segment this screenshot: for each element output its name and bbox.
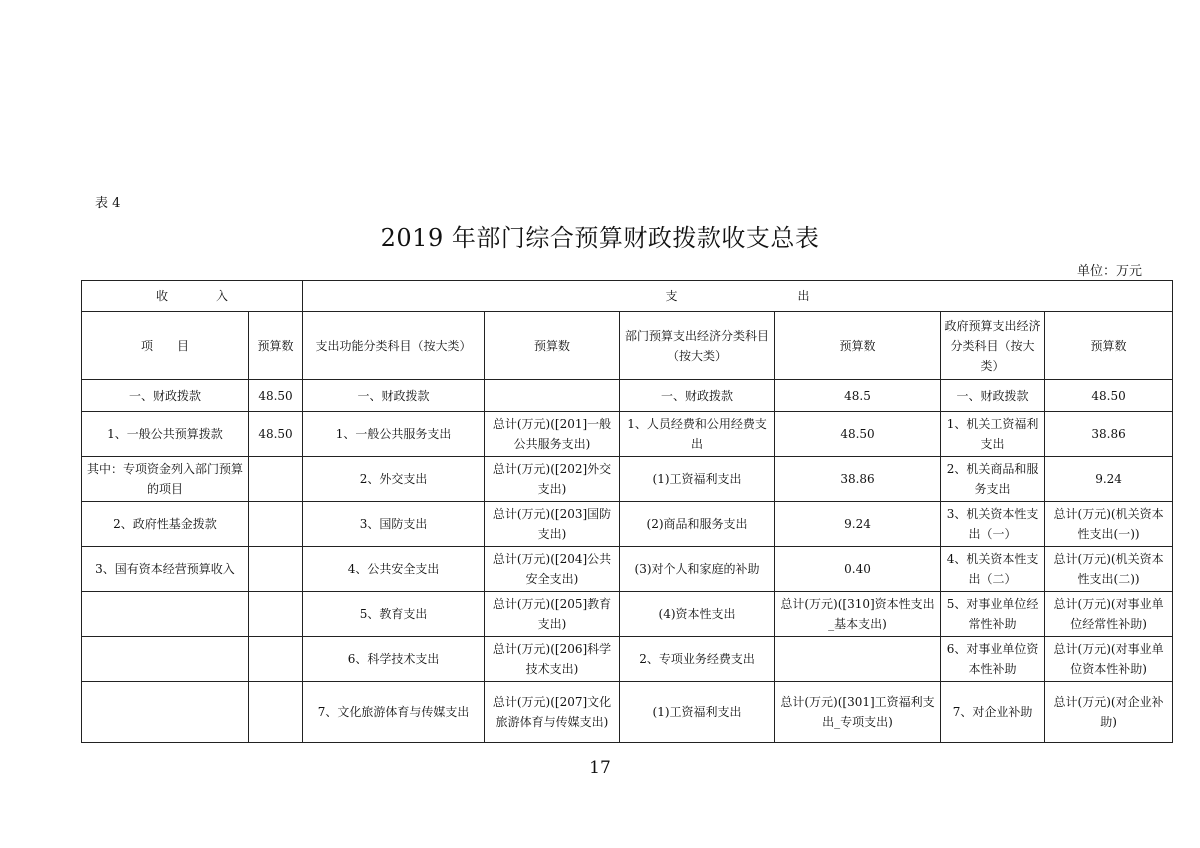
page-title: 2019 年部门综合预算财政拨款收支总表 — [380, 224, 820, 252]
table-row — [82, 457, 1173, 502]
cell-func-budget — [485, 380, 620, 412]
cell-dept-econ-budget: 48.50 — [775, 412, 941, 457]
cell-func-class: 5、教育支出 — [303, 592, 485, 637]
cell-income-budget: 48.50 — [249, 380, 303, 412]
cell-gov-econ-budget: 48.50 — [1045, 380, 1173, 412]
cell-gov-econ-budget: 38.86 — [1045, 412, 1173, 457]
cell-income-item: 一、财政拨款 — [82, 380, 249, 412]
cell-gov-econ-budget: 9.24 — [1045, 457, 1173, 502]
col-header-income-item: 项 目 — [82, 312, 249, 380]
cell-income-item: 1、一般公共预算拨款 — [82, 412, 249, 457]
cell-func-class: 2、外交支出 — [303, 457, 485, 502]
cell-gov-econ-budget: 总计(万元)(对事业单位资本性补助) — [1045, 637, 1173, 682]
cell-dept-econ-budget: 9.24 — [775, 502, 941, 547]
cell-gov-econ-class: 1、机关工资福利支出 — [941, 412, 1045, 457]
cell-dept-econ-budget: 48.5 — [775, 380, 941, 412]
cell-func-class: 6、科学技术支出 — [303, 637, 485, 682]
column-header-row — [82, 312, 1173, 380]
cell-income-item — [82, 637, 249, 682]
cell-gov-econ-class: 一、财政拨款 — [941, 380, 1045, 412]
cell-func-budget: 总计(万元)([204]公共安全支出) — [485, 547, 620, 592]
cell-gov-econ-class: 3、机关资本性支出（一） — [941, 502, 1045, 547]
table-row — [82, 502, 1173, 547]
page-number: 17 — [589, 758, 611, 778]
cell-income-budget — [249, 457, 303, 502]
cell-dept-econ-budget: 0.40 — [775, 547, 941, 592]
cell-func-budget: 总计(万元)([202]外交支出) — [485, 457, 620, 502]
cell-dept-econ-budget — [775, 637, 941, 682]
table-row — [82, 682, 1173, 743]
cell-dept-econ-class: (1)工资福利支出 — [620, 457, 775, 502]
section-header-row — [82, 281, 1173, 312]
col-header-func-budget: 预算数 — [485, 312, 620, 380]
cell-func-class: 3、国防支出 — [303, 502, 485, 547]
col-header-func-class: 支出功能分类科目（按大类） — [303, 312, 485, 380]
table-row — [82, 637, 1173, 682]
col-header-gov-econ-budget: 预算数 — [1045, 312, 1173, 380]
table-row — [82, 547, 1173, 592]
budget-table — [81, 280, 1173, 743]
cell-income-item: 2、政府性基金拨款 — [82, 502, 249, 547]
col-header-dept-econ-budget: 预算数 — [775, 312, 941, 380]
col-header-gov-econ-class: 政府预算支出经济分类科目（按大类） — [941, 312, 1045, 380]
cell-func-class: 1、一般公共服务支出 — [303, 412, 485, 457]
col-header-dept-econ-class: 部门预算支出经济分类科目（按大类） — [620, 312, 775, 380]
cell-gov-econ-budget: 总计(万元)(对事业单位经常性补助) — [1045, 592, 1173, 637]
cell-gov-econ-class: 2、机关商品和服务支出 — [941, 457, 1045, 502]
cell-dept-econ-budget: 总计(万元)([301]工资福利支出_专项支出) — [775, 682, 941, 743]
cell-dept-econ-budget: 总计(万元)([310]资本性支出_基本支出) — [775, 592, 941, 637]
cell-income-budget: 48.50 — [249, 412, 303, 457]
cell-gov-econ-budget: 总计(万元)(机关资本性支出(二)) — [1045, 547, 1173, 592]
cell-dept-econ-class: 一、财政拨款 — [620, 380, 775, 412]
table-row — [82, 380, 1173, 412]
cell-income-budget — [249, 502, 303, 547]
cell-func-budget: 总计(万元)([207]文化旅游体育与传媒支出) — [485, 682, 620, 743]
cell-dept-econ-class: (2)商品和服务支出 — [620, 502, 775, 547]
table-label: 表 4 — [95, 196, 121, 211]
cell-dept-econ-class: (4)资本性支出 — [620, 592, 775, 637]
cell-func-budget: 总计(万元)([203]国防支出) — [485, 502, 620, 547]
expense-section-header: 支 出 — [303, 281, 1173, 312]
cell-gov-econ-class: 5、对事业单位经常性补助 — [941, 592, 1045, 637]
cell-func-class: 7、文化旅游体育与传媒支出 — [303, 682, 485, 743]
cell-func-class: 4、公共安全支出 — [303, 547, 485, 592]
cell-dept-econ-class: (3)对个人和家庭的补助 — [620, 547, 775, 592]
cell-gov-econ-class: 4、机关资本性支出（二） — [941, 547, 1045, 592]
cell-gov-econ-class: 6、对事业单位资本性补助 — [941, 637, 1045, 682]
unit-label: 单位：万元 — [1076, 264, 1142, 279]
cell-dept-econ-class: 1、人员经费和公用经费支出 — [620, 412, 775, 457]
income-section-header: 收 入 — [82, 281, 303, 312]
cell-dept-econ-class: 2、专项业务经费支出 — [620, 637, 775, 682]
cell-income-budget — [249, 592, 303, 637]
cell-income-item: 其中：专项资金列入部门预算的项目 — [82, 457, 249, 502]
cell-func-class: 一、财政拨款 — [303, 380, 485, 412]
cell-dept-econ-class: (1)工资福利支出 — [620, 682, 775, 743]
cell-income-item — [82, 682, 249, 743]
cell-income-budget — [249, 637, 303, 682]
col-header-income-budget: 预算数 — [249, 312, 303, 380]
cell-gov-econ-budget: 总计(万元)(对企业补助) — [1045, 682, 1173, 743]
cell-dept-econ-budget: 38.86 — [775, 457, 941, 502]
cell-func-budget: 总计(万元)([205]教育支出) — [485, 592, 620, 637]
cell-income-item: 3、国有资本经营预算收入 — [82, 547, 249, 592]
cell-gov-econ-budget: 总计(万元)(机关资本性支出(一)) — [1045, 502, 1173, 547]
cell-income-item — [82, 592, 249, 637]
cell-func-budget: 总计(万元)([206]科学技术支出) — [485, 637, 620, 682]
cell-income-budget — [249, 682, 303, 743]
table-row — [82, 412, 1173, 457]
cell-func-budget: 总计(万元)([201]一般公共服务支出) — [485, 412, 620, 457]
cell-gov-econ-class: 7、对企业补助 — [941, 682, 1045, 743]
cell-income-budget — [249, 547, 303, 592]
table-row — [82, 592, 1173, 637]
